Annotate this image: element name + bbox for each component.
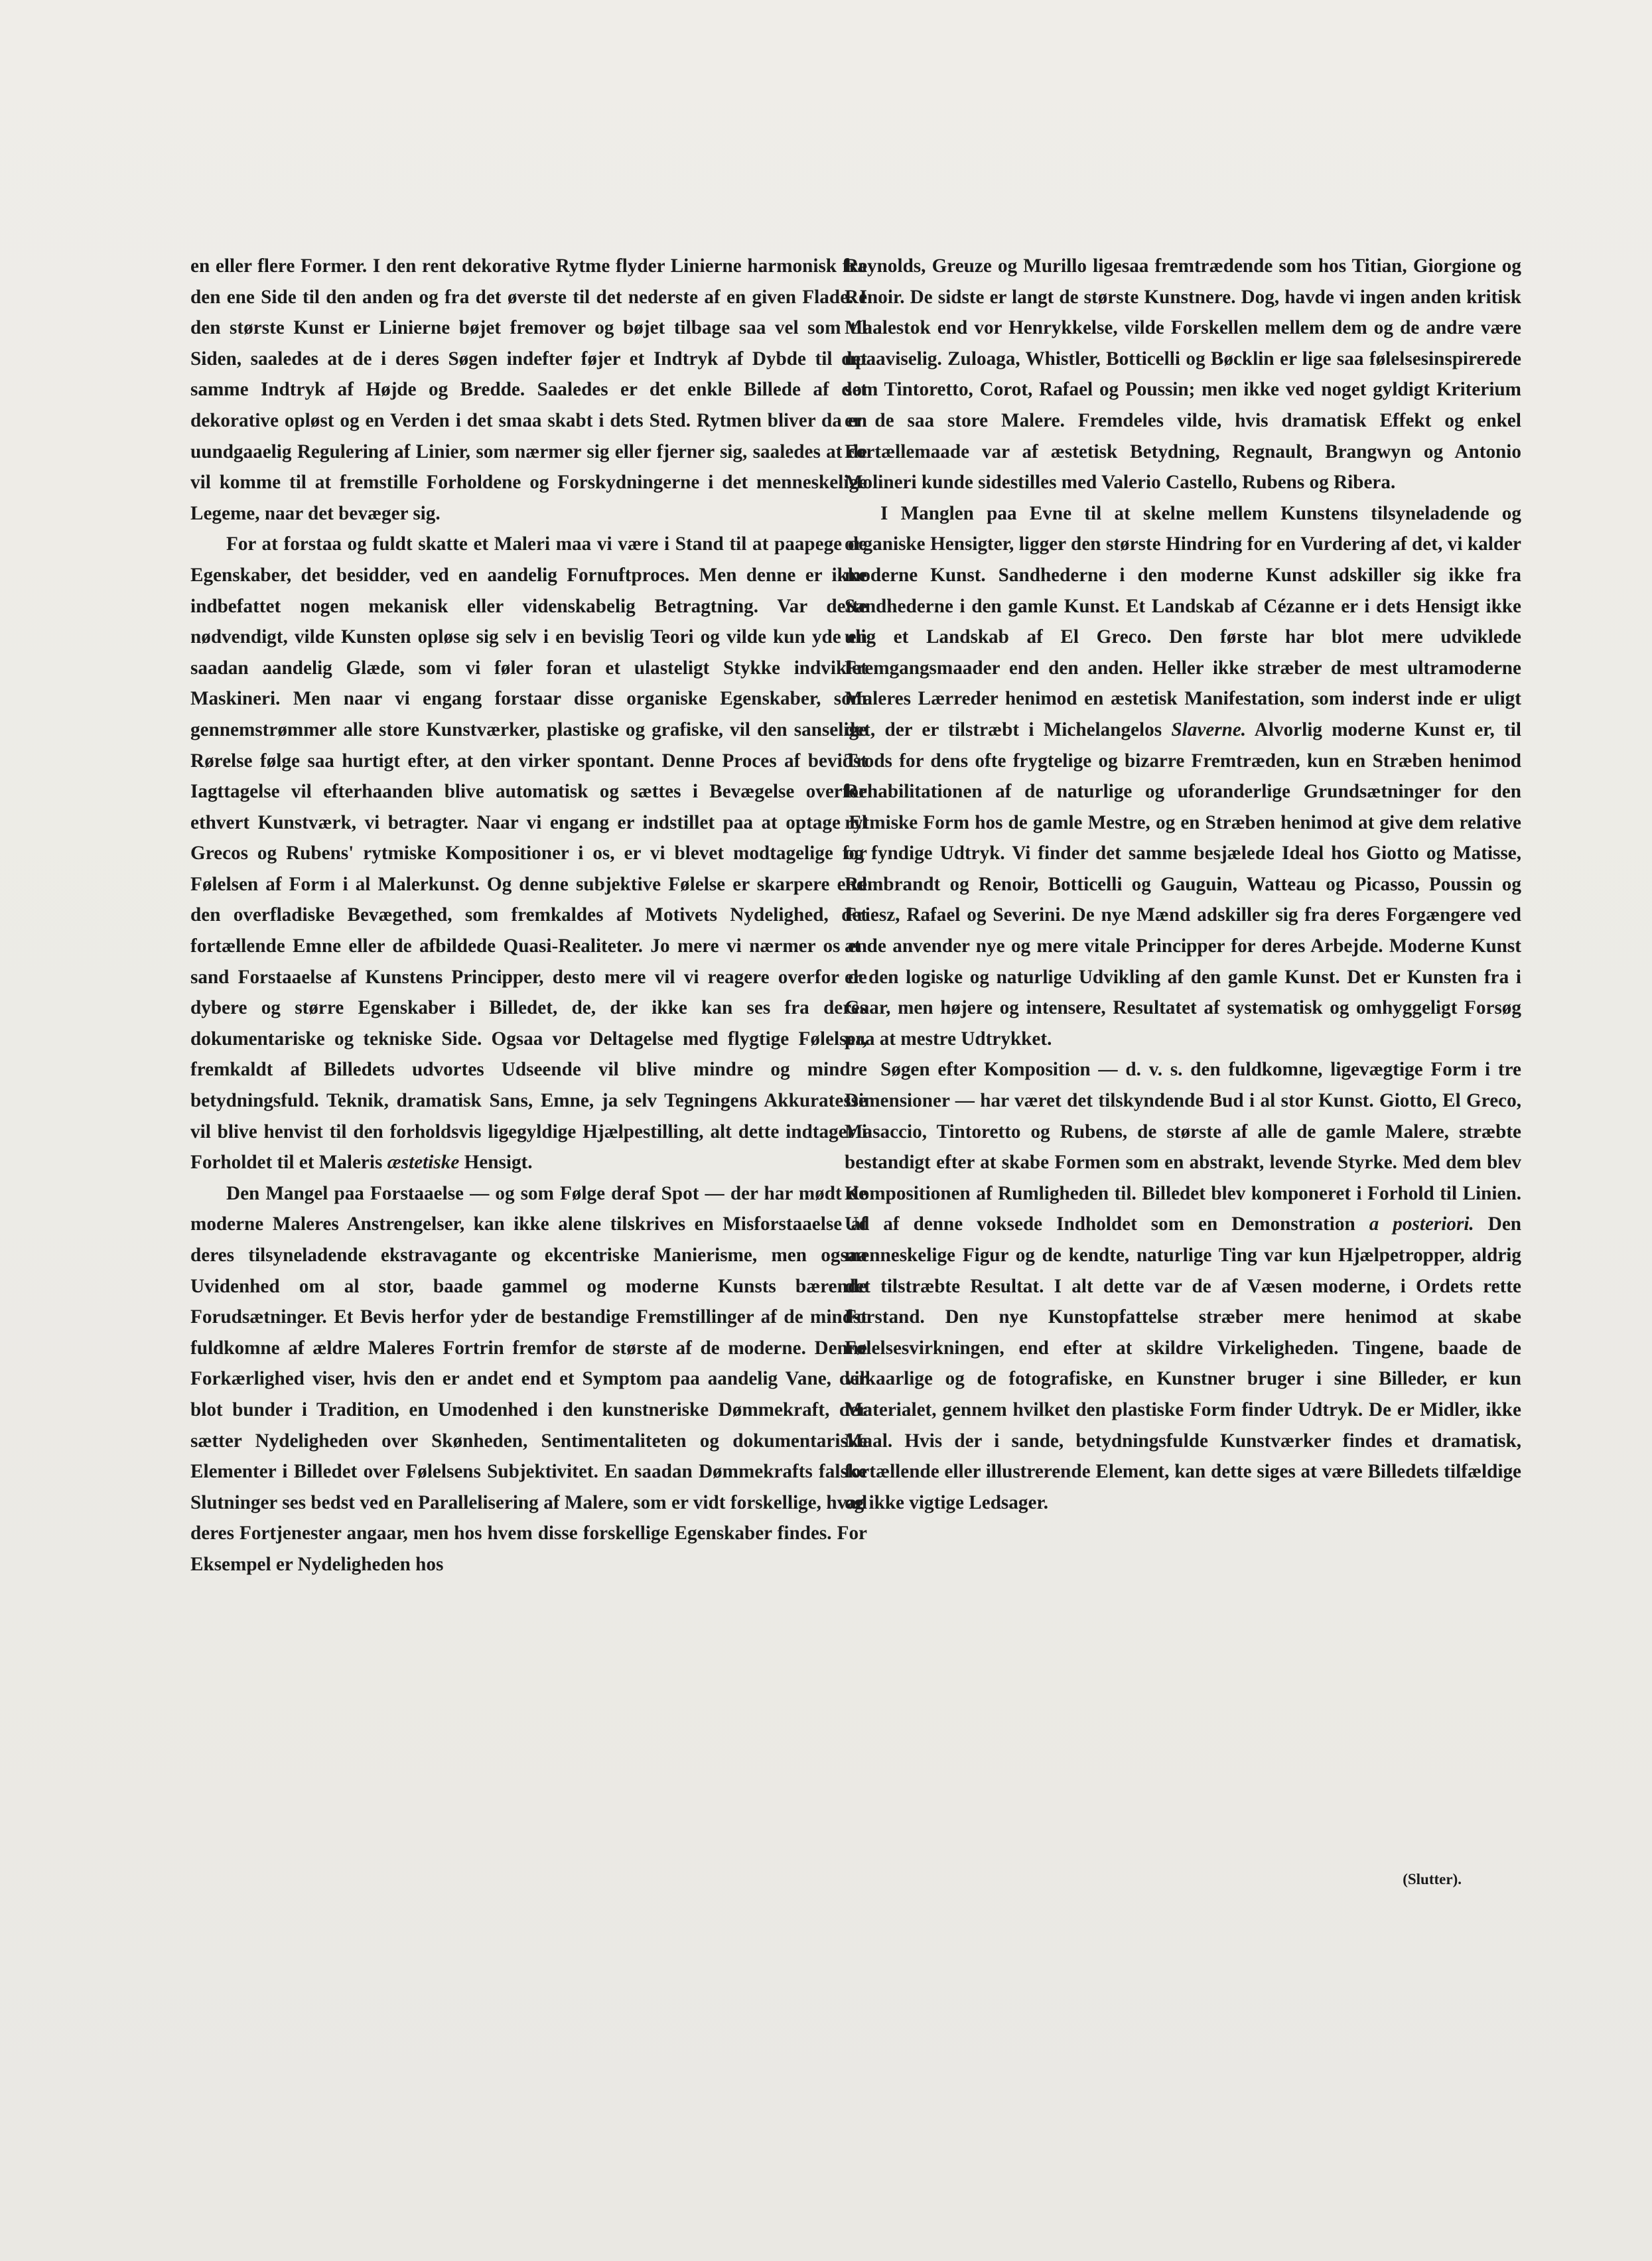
right-column [845, 251, 1521, 1518]
paragraph [845, 1054, 1521, 1518]
ending-note: (Slutter). [1403, 1871, 1462, 1887]
paragraph: Reynolds, Greuze og Murillo ligesaa fremtrædende som hos Titian, Giorgione og Renoir. De sidste er langt de største Kunstnere. Dog, havde vi ingen anden kritisk Maalestok end vor Henrykkelse, vilde Forskellen mellem dem og de andre være upaaviselig. Zuloaga, Whistler, Botticelli og Bøcklin er lige saa følelsesinspirerede som Tintoretto, Corot, Rafael og Poussin; men ikke ved noget gyldigt Kriterium er de saa store Malere. Fremdeles vilde, hvis dramatisk Effekt og enkel Fortællemaade var af æstetisk Betydning, Regnault, Brangwyn og Antonio Molineri kunde sidestilles med Valerio Castello, Rubens og Ribera. [845, 255, 1521, 494]
paragraph-text: Søgen efter Komposition — d. v. s. den fuldkomne, ligevægtige Form i tre Dimensioner — har været det tilskyndende Bud i al stor Kunst. Giotto, El Greco, Masaccio, Tintoretto og Rubens, de største af alle de gamle Malere, stræbte bestandigt efter at skabe Formen som en abstrakt, levende Styrke. Med dem blev Kompositionen af Rumligheden til. Billedet blev komponeret i Forhold til Linien. Ud af denne voksede Indholdet som en Demonstration [845, 1059, 1521, 1235]
emphasis: a posteriori. [1369, 1213, 1474, 1235]
paragraph-text: For at forstaa og fuldt skatte et Maleri maa vi være i Stand til at paapege de Egenskaber, det besidder, ved en aandelig Fornuftproces. Men denne er ikke indbefattet nogen mekanisk eller videnskabelig Betragtning. Var dette nødvendigt, vilde Kunsten opløse sig selv i en bevislig Teori og vilde kun yde en saadan aandelig Glæde, som vi føler foran et ulasteligt Stykke indviklet Maskineri. Men naar vi engang forstaar disse organiske Egenskaber, som gennemstrømmer alle store Kunstværker, plastiske og grafiske, vil den sanselige Rørelse følge saa hurtigt efter, at den virker spontant. Denne Proces af bevidst Iagttagelse vil efterhaanden blive automatisk og sættes i Bevægelse overfor ethvert Kunstværk, vi betragter. Naar vi engang er indstillet paa at optage El Grecos og Rubens' rytmiske Kompositioner i os, er vi blevet modtagelige for Følelsen af Form i al Malerkunst. Og denne subjektive Følelse er skarpere end den overfladiske Bevægethed, som fremkaldes af Motivets Nydelighed, det fortællende Emne eller de afbildede Quasi-Realiteter. Jo mere vi nærmer os en sand Forstaaelse af Kunstens Principper, desto mere vil vi reagere overfor de dybere og større Egenskaber i Billedet, de, der ikke kan ses fra deres dokumentariske og tekniske Side. Ogsaa vor Deltagelse med flygtige Følelser, fremkaldt af Billedets udvortes Udseende vil blive mindre og mindre betydningsfuld. Teknik, dramatisk Sans, Emne, ja selv Tegningens Akkuratesse vil blive henvist til den forholdsvis ligegyldige Hjælpestilling, alt dette indtager i Forholdet til et Maleris [190, 533, 867, 1174]
paragraph [845, 498, 1521, 1055]
paragraph-text: Hensigt. [464, 1152, 533, 1174]
paragraph-text: I Manglen paa Evne til at skelne mellem Kunstens tilsyneladende og organiske Hensigter, ligger den største Hindring for en Vurdering af det, vi kalder moderne Kunst. Sandhederne i den moderne Kunst adskiller sig ikke fra Sandhederne i den gamle Kunst. Et Landskab af Cézanne er i dets Hensigt ikke ulig et Landskab af El Greco. Den første har blot mere udviklede Fremgangsmaader end den anden. Heller ikke stræber de mest ultramoderne Maleres Lærreder henimod en æstetisk Manifestation, som inderst inde er uligt det, der er tilstræbt i Michelangelos [845, 502, 1521, 740]
paragraph: Den Mangel paa Forstaaelse — og som Følge deraf Spot — der har mødt de moderne Maleres Anstrengelser, kan ikke alene tilskrives en Misforstaaelse af deres tilsyneladende ekstravagante og ekcentriske Manierisme, men ogsaa Uvidenhed om al stor, baade gammel og moderne Kunsts bærende Forudsætninger. Et Bevis herfor yder de bestandige Fremstillinger af de mindst fuldkomne af ældre Maleres Fortrin fremfor de største af de moderne. Denne Forkærlighed viser, hvis den er andet end et Symptom paa aandelig Vane, der blot bunder i Tradition, en Umodenhed i den kunstneriske Dømmekraft, der sætter Nydeligheden over Skønheden, Sentimentaliteten og dokumentariske Elementer i Billedet over Følelsens Subjektivitet. En saadan Dømmekrafts falske Slutninger ses bedst ved en Parallelisering af Malere, som er vidt forskellige, hvad deres Fortjenester angaar, men hos hvem disse forskellige Egenskaber findes. For Eksempel er Nydeligheden hos [190, 1182, 867, 1575]
emphasis: æstetiske [387, 1152, 460, 1174]
left-column [190, 251, 867, 1580]
paragraph-text: Den menneskelige Figur og de kendte, naturlige Ting var kun Hjælpetropper, aldrig det tilstræbte Resultat. I alt dette var de af Væsen moderne, i Ordets rette Forstand. Den nye Kunstopfattelse stræber mere henimod at skabe Følelsesvirkningen, end efter at skildre Virkeligheden. Tingene, baade de vilkaarlige og de fotografiske, en Kunstner bruger i sine Billeder, er kun Materialet, gennem hvilket den plastiske Form finder Udtryk. De er Midler, ikke Maal. Hvis der i sande, betydningsfulde Kunstværker findes et dramatisk, fortællende eller illustrerende Element, kan dette siges at være Billedets tilfældige og ikke vigtige Ledsager. [845, 1213, 1522, 1513]
paragraph: en eller flere Former. I den rent dekorative Rytme flyder Linierne harmonisk fra den ene Side til den anden og fra det øverste til det nederste af en given Flade. I den største Kunst er Linierne bøjet fremover og bøjet tilbage saa vel som til Siden, saaledes at de i deres Søgen indefter føjer et Indtryk af Dybde til det samme Indtryk af Højde og Bredde. Saaledes er det enkle Billede af det dekorative opløst og en Verden i det smaa skabt i dets Sted. Rytmen bliver da en uundgaaelig Regulering af Linier, som nærmer sig eller fjerner sig, saaledes at de vil komme til at fremstille Forholdene og Forskydningerne i det menneskelige Legeme, naar det bevæger sig. [190, 255, 867, 524]
paragraph [190, 529, 867, 1178]
emphasis: Slaverne. [1171, 719, 1247, 740]
paragraph-text: Alvorlig moderne Kunst er, til Trods for dens ofte frygtelige og bizarre Fremtræden, kun en Stræben henimod Rehabilitationen af de naturlige og uforanderlige Grundsætninger for den rytmiske Form hos de gamle Mestre, og en Stræben henimod at give dem relative og fyndige Udtryk. Vi finder det samme besjælede Ideal hos Giotto og Matisse, Rembrandt og Renoir, Botticelli og Gauguin, Watteau og Picasso, Poussin og Friesz, Rafael og Severini. De nye Mænd adskiller sig fra deres Forgængere ved at de anvender nye og mere vitale Principper for deres Arbejde. Moderne Kunst er den logiske og naturlige Udvikling af den gamle Kunst. Det er Kunsten fra i Gaar, men højere og intensere, Resultatet af systematisk og omhyggeligt Forsøg paa at mestre Udtrykket. [845, 719, 1522, 1050]
